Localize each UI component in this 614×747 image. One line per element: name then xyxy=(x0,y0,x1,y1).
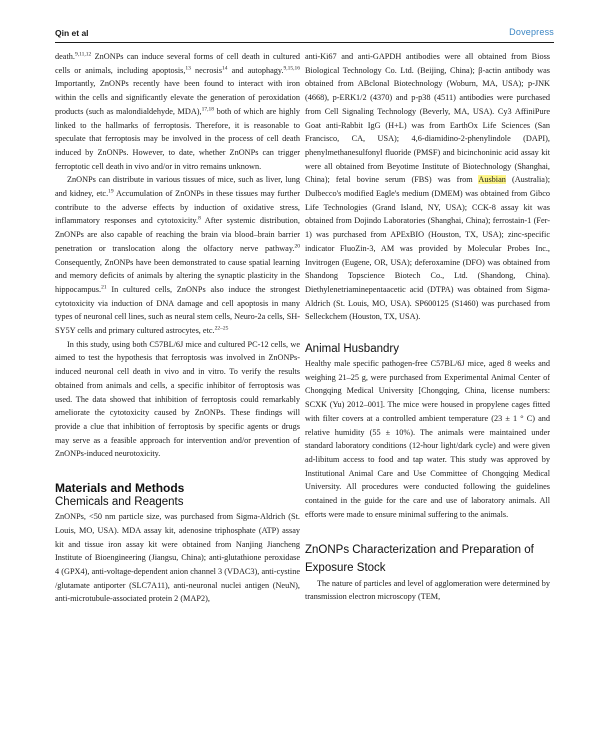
text-span: In cultured cells, ZnONPs also induce the strongest cytotoxicity via induction of DNA damage and cell apoptosis in many types of neuronal cell lines, such as neural stem cells, Neuro-2a cells, SH-SY5Y cells and primary cultured astrocytes, etc. xyxy=(55,284,300,336)
right-column xyxy=(305,50,550,604)
paragraph xyxy=(305,50,550,324)
subsection-heading: Animal Husbandry xyxy=(305,343,399,356)
text-span: necrosis xyxy=(190,65,223,75)
subsection-heading: ZnONPs Characterization and Preparation of Exposure Stock xyxy=(305,543,534,574)
text-span: In this study, using both C57BL/6J mice and cultured PC-12 cells, we aimed to test the hypothesis that ferroptosis was involved in ZnONPs-induced neuronal cell death in vivo and in vitro. To verify the results obtained from animals and cells, a specific inhibitor of ferroptosis was used. The data showed that inhibition of ferroptosis could remarkably ameliorate the cytotoxicity caused by ZnONPs. These findings will provide a clue that inhibition of ferroptosis by specific agents or drugs may serve as a feasible approach for intervention and/or prevention of ZnONPs-induced neurotoxicity. xyxy=(55,339,300,459)
citation-ref: 9,11,12 xyxy=(74,51,92,58)
text-span: Consequently, ZnONPs have been demonstrated to cause spatial learning and memory deficits of animals by altering the synaptic plasticity in the hippocampus. xyxy=(55,257,300,294)
text-span: ZnONPs can distribute in various tissues of mice, such as liver, lung and kidney, etc. xyxy=(55,175,300,199)
text-span: ZnONPs can induce several forms of cell death in cultured cells or animals, including apoptosis, xyxy=(55,52,300,75)
subsection-heading: Chemicals and Reagents xyxy=(55,496,184,509)
text-span: (Australia); Dulbecco's modified Eagle's medium (DMEM) was obtained from Gibco Life Technologies (Grand Island, NY, USA); CCK-8 assay kit was obtained from Dojindo Laboratories (Shanghai, China); ferrostain-1 (Fer-1) was purchased from APExBIO (Houston, TX, USA); zinc-specific indicator FluoZin-3, AM was provided by Molecular Probes Inc., Invitrogen (Eugene, OR, USA); deferoxamine (DFO) was obtained from Shandong Topscience Biotech Co., Ltd. (Shandong, China). Diethylenetriaminepentaacetic acid (DTPA) was obtained from Sigma-Aldrich (St. Louis, MO, USA). SP600125 (S1460) was purchased from Selleckchem (Houston, TX, USA). xyxy=(305,175,550,322)
text-span: ZnONPs, <50 nm particle size, was purchased from Sigma-Aldrich (St. Louis, MO, USA). MDA assay kit, adenosine triphosphate (ATP) assay kit and tissue iron assay kit were obtained from Nanjing Jiancheng Institute of Bioengineering (Jiangsu, China); anti-glutathione peroxidase 4 (GPX4), anti-voltage-dependent anion channel 3 (VDAC3), anti-cystine /glutamate antiporter (SLC7A11), anti-neuronal nuclei antigen (NeuN), anti-microtubule-associated protein 2 (MAP2), xyxy=(55,512,300,604)
paragraph xyxy=(55,173,300,337)
journal-name: Dovepress xyxy=(509,27,554,37)
paragraph xyxy=(55,50,300,173)
citation-ref: 17,18 xyxy=(201,106,214,113)
citation-ref: 20 xyxy=(294,243,300,250)
text-span: death. xyxy=(55,52,75,61)
paragraph: Healthy male specific pathogen-free C57BL/6J mice, aged 8 weeks and weighing 21–25 g, were purchased from Experimental Animal Center of Chongqing Medical University [Chongqing, China, license numbers: SCXK (Yu) 2012–001]. The mice were housed in propylene cages fitted with filter covers at a controlled ambient temperature (23 ± 1 ° C) and relative humidity (55 ± 10%). The animals were maintained under standard laboratory conditions (12-hour light/dark cycle) and were given ad-libitum access to food and tap water. This study was approved by Institutional Animal Care and Use Committee of Chongqing Medical University. All procedures were conducted following the guidelines contained in the guide for the care and use of laboratory animals. All efforts were made to ensure minimal suffering to the animals. xyxy=(305,359,550,519)
paragraph: The nature of particles and level of agglomeration were determined by transmission electron microscopy (TEM, xyxy=(305,578,550,602)
text-span: After systemic distribution, ZnONPs are also capable of reaching the brain via blood–brain barrier penetration or translocation along the olfactory nerve pathway. xyxy=(55,216,300,253)
citation-ref: 21 xyxy=(101,284,107,291)
citation-ref: 14 xyxy=(222,65,228,72)
left-column xyxy=(55,50,300,606)
citation-ref: 13 xyxy=(185,65,191,72)
text-span: Accumulation of ZnONPs in these tissues may further contribute to the adverse effects by induction of oxidative stress, inflammatory responses and cytotoxicity. xyxy=(55,189,300,226)
citation-ref: 9,15,16 xyxy=(283,65,301,72)
paragraph xyxy=(55,510,300,606)
citation-ref: 19 xyxy=(108,188,114,195)
running-header xyxy=(55,28,554,43)
text-span: anti-Ki67 and anti-GAPDH antibodies were all obtained from Bioss Biological Technology Co. Ltd. (Beijing, China); β-actin antibody was obtained from ABclonal Biotechnology (Woburn, MA, USA); p-JNK (4668), p-ERK1/2 (4370) and p-p38 (4511) antibodies were purchased from Cell Signaling Technology (Beverly, MA, USA). Cy3 AffiniPure Goat anti-Rabbit IgG (H+L) was from EarthOx Life Sciences (San Francisco, CA, USA); 4,6-diamidino-2-phenylindole (DAPI), phenylmethanesulfonyl fluoride (PMSF) and bicinchoninic acid assay kit were all obtained from Beyotime Institute of Biotechnology (Shanghai, China); fetal bovine serum (FBS) was from xyxy=(305,52,550,185)
section-heading: Materials and Methods xyxy=(55,481,185,496)
text-span: and autophagy. xyxy=(227,65,284,75)
citation-ref: 8 xyxy=(198,215,201,222)
paragraph xyxy=(55,338,300,461)
citation-ref: 22–25 xyxy=(214,325,229,332)
highlighted-text: Ausbian xyxy=(478,175,506,185)
running-author: Qin et al xyxy=(55,28,89,38)
text-span: Importantly, ZnONPs recently have been found to interact with iron within the cells and significantly elevate the generation of peroxidation products (such as malondialdehyde, MDA), xyxy=(55,79,300,116)
text-span: both of which are highly linked to the hallmarks of ferroptosis. Therefore, it is reasonable to speculate that ferroptosis may be involved in the process of cell death induced by ZnONPs. However, to date, whether ZnONPs can trigger ferroptotic cell death in vivo and/or in vitro remains unknown. xyxy=(55,106,301,171)
